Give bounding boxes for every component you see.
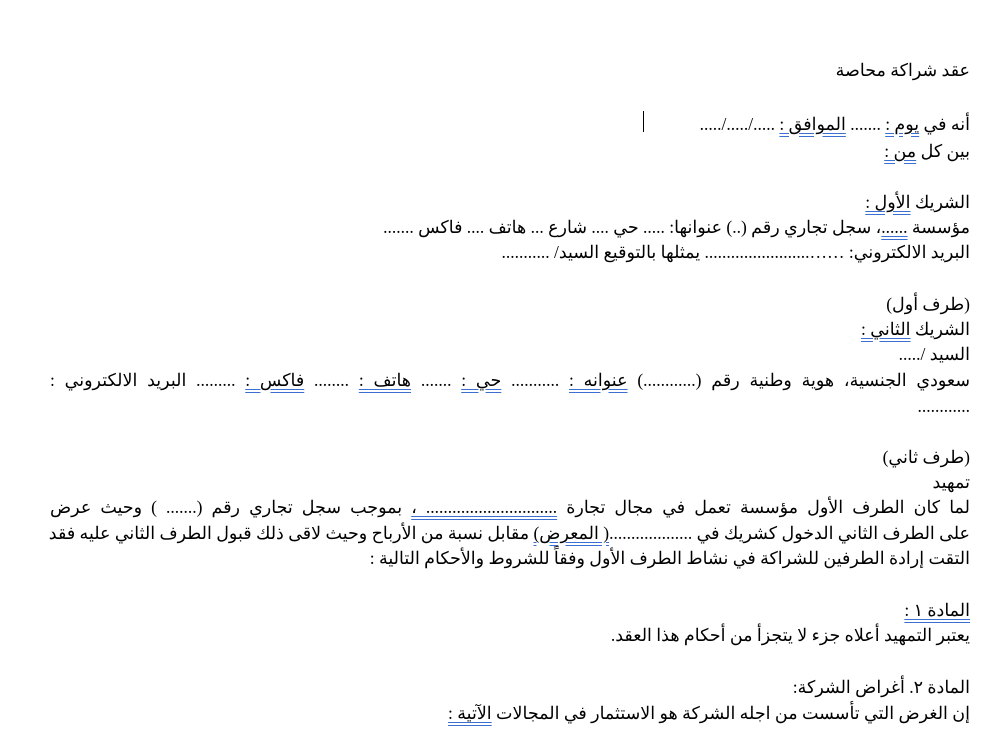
- preamble-line-2: على الطرف الثاني الدخول كشريك في ...................( المعرض) مقابل نسبة من الأرباح وحيث لاقى ذلك قبول الطرف الثاني عليه فقد: [48, 523, 970, 543]
- address-label: عنوانه :: [569, 370, 628, 390]
- second-partner-mr: السيد /.....: [898, 344, 970, 364]
- first-partner-label: الأول :: [865, 192, 911, 212]
- between-line: بين كل من :: [884, 141, 970, 161]
- district-label: حي :: [461, 370, 502, 390]
- fax-label: فاكس :: [245, 370, 305, 390]
- article-2-text: إن الغرض التي تأسست من اجله الشركة هو الاستثمار في المجالات الآتية :: [448, 703, 970, 723]
- article-1-text: يعتبر التمهيد أعلاه جزء لا يتجزأ من أحكام هذا العقد.: [610, 625, 970, 645]
- second-partner-details: سعودي الجنسية، هوية وطنية رقم (............) عنوانه : ........... حي : ....... هاتف : ........ فاكس : ......... البريد الالكتروني :: [50, 370, 971, 390]
- preamble-line-1: لما كان الطرف الأول مؤسسة تعمل في مجال تجارة .............................. ، بموجب سجل تجاري رقم (....... ) وحيث عرض: [50, 497, 970, 517]
- day-label: يوم :: [885, 114, 920, 134]
- article-2-heading: المادة ٢. أغراض الشركة:: [792, 677, 970, 697]
- second-partner-label: الثاني :: [861, 319, 911, 339]
- preamble-heading: تمهيد: [932, 472, 970, 492]
- document-title: عقد شراكة محاصة: [835, 60, 970, 80]
- institution-blank: ......: [881, 217, 908, 237]
- exhibition-label: ( المعرض): [533, 523, 610, 543]
- between-label: من :: [884, 141, 917, 161]
- first-partner-details: مؤسسة ......، سجل تجاري رقم (..) عنوانها: ..... حي .... شارع ... هاتف .... فاكس .......: [383, 217, 970, 237]
- second-partner-heading: الشريك الثاني :: [861, 319, 970, 339]
- party-second-label: (طرف ثاني): [882, 447, 970, 467]
- article-1-heading: المادة ١ :: [904, 600, 970, 620]
- preamble-line-3: التقت إرادة الطرفين للشراكة في نشاط الطرف الأول وفقاً للشروط والأحكام التالية :: [369, 548, 970, 568]
- following-label: الآتية :: [448, 703, 492, 723]
- date-line: أنه في يوم : ....... الموافق : ...../...../.....: [699, 114, 970, 134]
- agreed-label: الموافق :: [779, 114, 846, 134]
- text-cursor: [643, 111, 644, 132]
- first-partner-email: البريد الالكتروني: ……........................ يمثلها بالتوقيع السيد/ ...........: [501, 242, 970, 262]
- phone-label: هاتف :: [358, 370, 412, 390]
- first-partner-heading: الشريك الأول :: [865, 192, 970, 212]
- party-first-label: (طرف أول): [886, 294, 970, 314]
- second-partner-details-cont: ............: [917, 396, 970, 416]
- trade-field-blank: .............................. ،: [411, 497, 558, 517]
